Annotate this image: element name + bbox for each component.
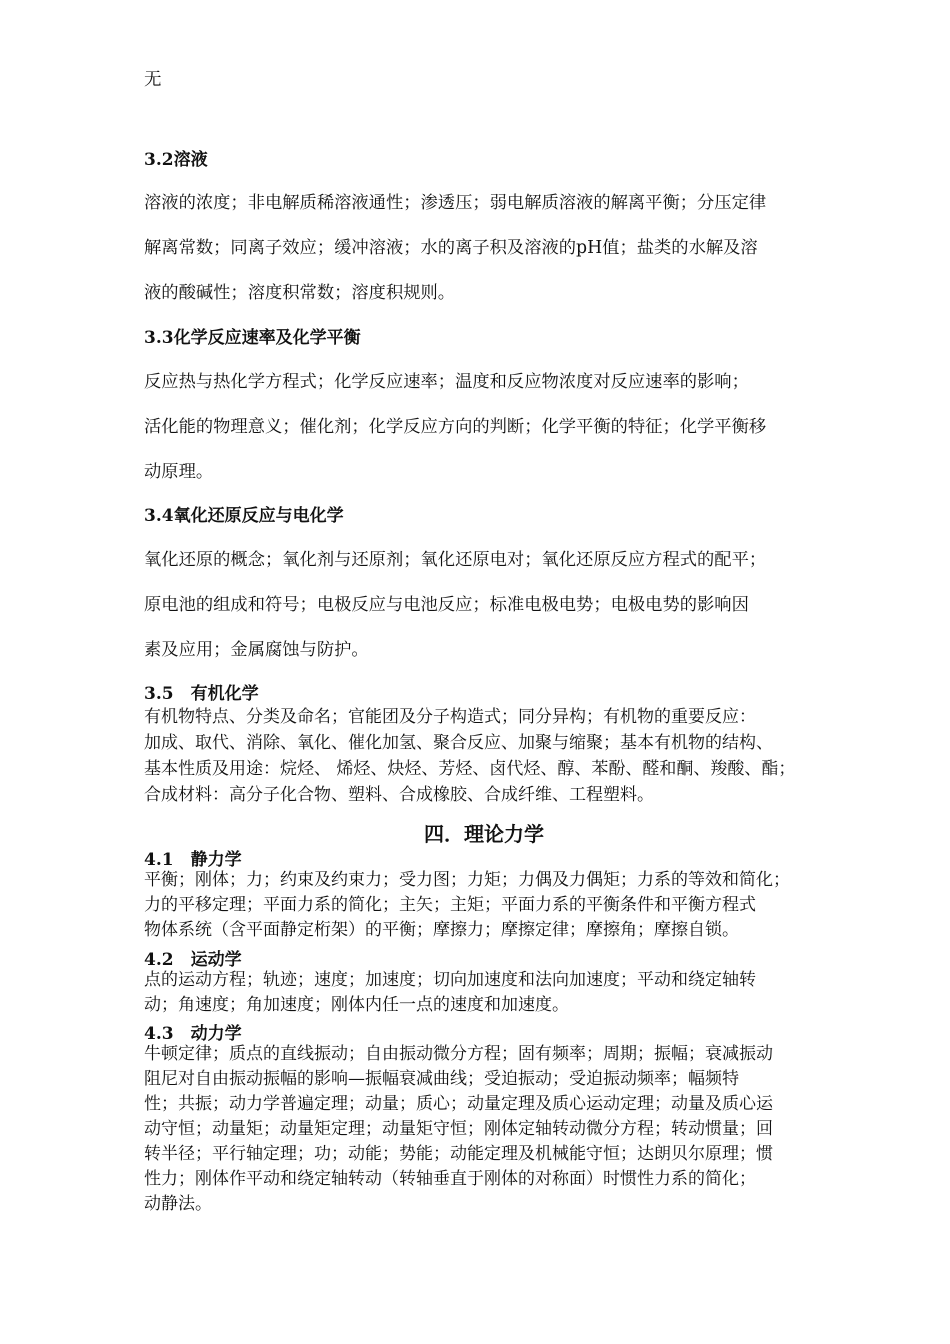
section-4-1-heading: 4.1 静力学 xyxy=(144,850,242,870)
section-3-3-line: 反应热与热化学方程式；化学反应速率；温度和反应物浓度对反应速率的影响； xyxy=(144,372,749,392)
section-3-4-line: 素及应用；金属腐蚀与防护。 xyxy=(144,640,369,660)
section-4-2-line: 动；角速度；角加速度；刚体内任一点的速度和加速度。 xyxy=(144,995,569,1015)
section-3-2-line: 溶液的浓度；非电解质稀溶液通性；渗透压；弱电解质溶液的解离平衡；分压定律 xyxy=(144,193,767,213)
section-4-2-heading: 4.2 运动学 xyxy=(144,950,242,970)
section-4-3-line: 转半径；平行轴定理；功；动能；势能；动能定理及机械能守恒；达朗贝尔原理；惯 xyxy=(144,1144,773,1164)
section-3-5-line: 合成材料：高分子化合物、塑料、合成橡胶、合成纤维、工程塑料。 xyxy=(144,785,654,805)
section-3-4-line: 原电池的组成和符号；电极反应与电池反应；标准电极电势；电极电势的影响因 xyxy=(144,595,749,615)
chapter-4-title: 四．理论力学 xyxy=(424,822,544,846)
section-4-1-line: 平衡；刚体；力；约束及约束力；受力图；力矩；力偶及力偶矩；力系的等效和简化； xyxy=(144,870,790,890)
section-3-2-heading: 3.2溶液 xyxy=(144,150,208,170)
section-4-3-line: 动守恒；动量矩；动量矩定理；动量矩守恒；刚体定轴转动微分方程；转动惯量；回 xyxy=(144,1119,773,1139)
section-3-2-line: 液的酸碱性；溶度积常数；溶度积规则。 xyxy=(144,283,456,303)
section-4-3-line: 性；共振；动力学普遍定理；动量；质心；动量定理及质心运动定理；动量及质心运 xyxy=(144,1094,773,1114)
section-4-3-line: 牛顿定律；质点的直线振动；自由振动微分方程；固有频率；周期；振幅；衰减振动 xyxy=(144,1044,773,1064)
section-4-3-line: 动静法。 xyxy=(144,1194,212,1214)
section-3-3-line: 动原理。 xyxy=(144,462,214,482)
section-4-1-line: 物体系统（含平面静定桁架）的平衡；摩擦力；摩擦定律；摩擦角；摩擦自锁。 xyxy=(144,920,739,940)
section-3-3-line: 活化能的物理意义；催化剂；化学反应方向的判断；化学平衡的特征；化学平衡移 xyxy=(144,417,767,437)
section-4-1-line: 力的平移定理；平面力系的简化；主矢；主矩；平面力系的平衡条件和平衡方程式 xyxy=(144,895,756,915)
section-4-3-line: 阻尼对自由振动振幅的影响—振幅衰减曲线；受迫振动；受迫振动频率；幅频特 xyxy=(144,1069,739,1089)
section-4-3-heading: 4.3 动力学 xyxy=(144,1024,242,1044)
section-3-4-line: 氧化还原的概念；氧化剂与还原剂；氧化还原电对；氧化还原反应方程式的配平； xyxy=(144,550,767,570)
section-4-3-line: 性力；刚体作平动和绕定轴转动（转轴垂直于刚体的对称面）时惯性力系的简化； xyxy=(144,1169,756,1189)
section-3-5-line: 基本性质及用途：烷烃、 烯烃、炔烃、芳烃、卤代烃、醇、苯酚、醛和酮、羧酸、酯； xyxy=(144,759,796,779)
section-3-3-heading: 3.3化学反应速率及化学平衡 xyxy=(144,328,361,348)
section-3-5-line: 加成、取代、消除、氧化、催化加氢、聚合反应、加聚与缩聚；基本有机物的结构、 xyxy=(144,733,773,753)
section-3-4-heading: 3.4氧化还原反应与电化学 xyxy=(144,506,344,526)
section-3-5-line: 有机物特点、分类及命名；官能团及分子构造式；同分异构；有机物的重要反应： xyxy=(144,707,756,727)
section-4-2-line: 点的运动方程；轨迹；速度；加速度；切向加速度和法向加速度；平动和绕定轴转 xyxy=(144,970,756,990)
top-text: 无 xyxy=(144,70,162,90)
section-3-5-heading: 3.5 有机化学 xyxy=(144,684,259,704)
section-3-2-line: 解离常数；同离子效应；缓冲溶液；水的离子积及溶液的pH值；盐类的水解及溶 xyxy=(144,238,758,258)
